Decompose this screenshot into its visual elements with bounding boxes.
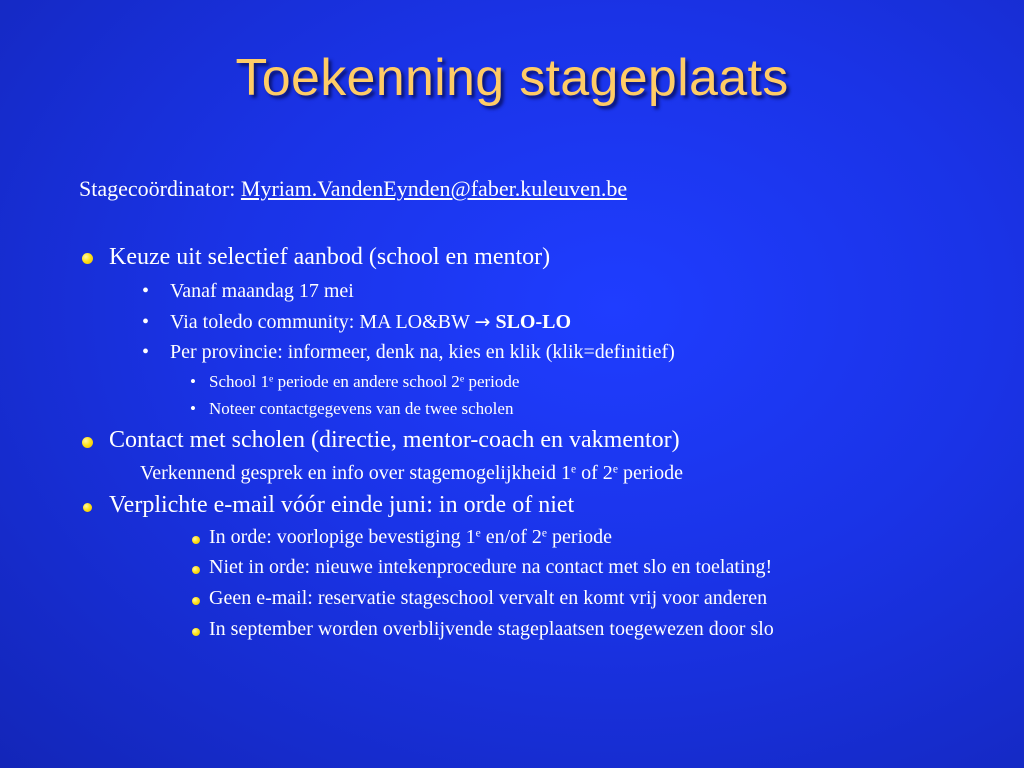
list-item-level2: Geen e-mail: reservatie stageschool vervalt en komt vrij voor anderen [209,587,768,609]
list-item-level2: In september worden overblijvende stageplaatsen toegewezen door slo [209,618,774,640]
item-text: Verkennend gesprek en info over stagemogelijkheid 1 [140,462,571,484]
arrow-right-icon: → [474,311,491,333]
item-text: of 2 [576,462,613,484]
superscript: e [475,526,481,540]
item-text: periode en andere school 2 [273,372,460,391]
bullet-icon: • [142,311,150,333]
bullet-icon: • [190,372,196,391]
item-text-bold: SLO-LO [490,311,572,333]
slide-title: Toekenning stageplaats [235,49,789,107]
list-item-level2: Niet in orde: nieuwe intekenprocedure na contact met slo en toelating! [209,556,773,578]
superscript: e [541,526,548,540]
list-item-level3 [209,372,519,392]
item-text: In orde: voorlopige bevestiging 1 [209,526,476,548]
bullet-icon: • [142,280,150,302]
bullet-dot-icon [192,536,200,544]
bullet-dot-icon [82,437,93,448]
bullet-dot-icon [83,503,92,512]
superscript: e [612,462,618,476]
list-item-level2 [209,526,612,549]
list-item-level2 [170,311,571,334]
list-item-level2: Per provincie: informeer, denk na, kies en klik (klik=definitief) [170,341,675,363]
list-item-level1: Verplichte e-mail vóór einde juni: in orde of niet [109,492,575,518]
superscript: e [268,373,274,385]
item-text: School 1 [209,372,269,391]
list-item-level3: Noteer contactgegevens van de twee scholen [209,399,514,418]
bullet-dot-icon [82,253,93,264]
item-text: periode [464,372,520,391]
superscript: e [570,462,577,476]
list-item-level1: Keuze uit selectief aanbod (school en mentor) [109,244,551,270]
item-text: Via toledo community: MA LO&BW [170,311,475,333]
item-text: periode [617,462,683,484]
coordinator-email-link[interactable]: Myriam.VandenEynden@faber.kuleuven.be [240,176,628,201]
bullet-icon: • [142,341,150,363]
item-text: en/of 2 [480,526,542,548]
item-text: periode [547,526,613,548]
superscript: e [459,373,465,385]
list-item-continuation [140,462,683,485]
bullet-dot-icon [192,597,200,605]
bullet-icon: • [190,399,196,418]
coordinator-label: Stagecoördinator: [79,176,241,201]
list-item-level1: Contact met scholen (directie, mentor-coach en vakmentor) [109,427,680,453]
bullet-dot-icon [192,566,200,574]
bullet-dot-icon [192,628,200,636]
coordinator-line [79,176,627,202]
list-item-level2: Vanaf maandag 17 mei [170,280,354,302]
